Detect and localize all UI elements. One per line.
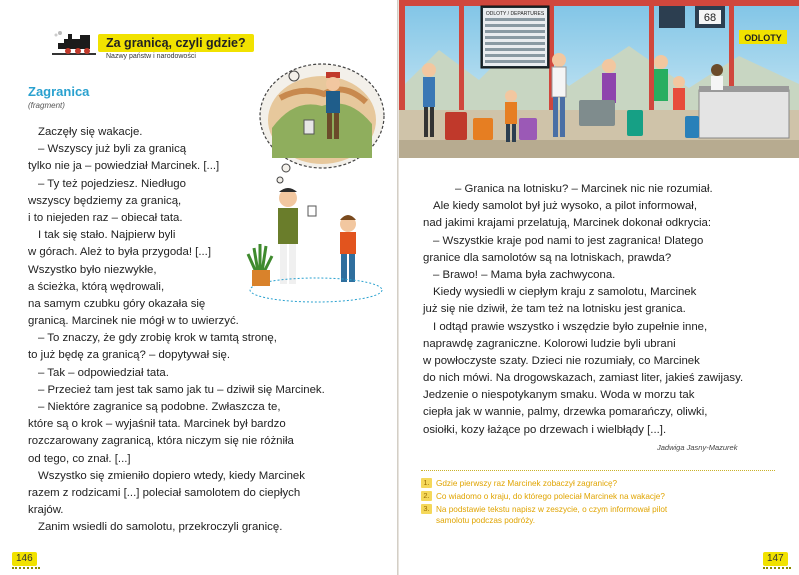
question-number: 1. [421, 478, 432, 488]
text-line: Kiedy wysiedli w ciepłym kraju z samolotu, Marcinek [433, 286, 697, 299]
lesson-title-bar [98, 34, 254, 52]
question-item-continuation [421, 515, 667, 526]
question-number: 3. [421, 504, 432, 514]
departures-sign: ODLOTY [744, 33, 782, 43]
text-line: granice dla samolotów są na lotniskach, prawda? [423, 251, 672, 264]
text-line: wszyscy będziemy za granicą, [28, 194, 182, 207]
text-line: a ścieżka, którą wędrowali, [28, 280, 165, 293]
lesson-title: Za granicą, czyli gdzie? [106, 36, 246, 50]
question-text: Gdzie pierwszy raz Marcinek zobaczył zagranicę? [436, 479, 618, 488]
text-line: krajów. [28, 504, 64, 517]
steam-train-icon [50, 31, 100, 57]
story-fragment-label: (fragment) [28, 101, 65, 110]
text-line: – Granica na lotnisku? – Marcinek nic nie rozumiał. [455, 183, 713, 195]
text-line: – Tak – odpowiedział tata. [38, 366, 169, 379]
text-line: – Brawo! – Mama była zachwycona. [433, 268, 616, 281]
text-line: Zaczęły się wakacje. [38, 126, 143, 138]
text-line: Ale kiedy samolot był już wysoko, a pilot informował, [433, 200, 697, 213]
marcinek-figure [340, 215, 356, 282]
lesson-subtitle: Nazwy państw i narodowości [106, 53, 196, 60]
question-number: 2. [421, 491, 432, 501]
board-title: ODLOTY / DEPARTURES [485, 11, 545, 17]
departures-board [481, 6, 549, 68]
text-line: Wszystko było niezwykłe, [28, 263, 157, 276]
text-line: od tego, co znał. [...] [28, 452, 131, 465]
airport-illustration [399, 0, 799, 158]
text-line: które są o krok – wyjaśnił tata. Marcinek był bardzo [28, 418, 286, 431]
page-number-left: 146 [12, 552, 37, 566]
question-item [421, 491, 667, 502]
text-line: I tak się stało. Najpierw byli [38, 229, 176, 242]
text-line: – Przecież tam jest tak samo jak tu – dziwił się Marcinek. [38, 383, 325, 396]
text-line: na samym czubku góry okazała się [28, 297, 206, 310]
questions-list [421, 478, 667, 528]
text-line: osiołki, kozy łażące po drzewach i wielbłądy [...]. [423, 423, 667, 436]
text-line: nad jakimi krajami przelatują, Marcinek dokonał odkrycia: [423, 217, 712, 230]
page-number-right: 147 [763, 552, 788, 566]
text-line: w górach. Ależ to była przygoda! [...] [28, 246, 211, 259]
questions-divider [421, 470, 775, 471]
text-line: Jedzenie o niespotykanym smaku. Woda w morzu tak [423, 389, 695, 402]
text-line: tylko nie ja – powiedział Marcinek. [...] [28, 160, 220, 173]
right-page [399, 0, 799, 575]
story-text-right [423, 181, 743, 439]
text-line: – Wszystkie kraje pod nami to jest zagranica! Dlatego [433, 234, 704, 247]
question-text: Na podstawie tekstu napisz w zeszycie, o czym informował pilot [436, 505, 668, 514]
text-line: i to niejeden raz – obiecał tata. [28, 211, 183, 224]
text-line: w powłoczyste szaty. Dzieci nie rozumiały, co Marcinek [423, 354, 700, 367]
question-item [421, 504, 667, 515]
text-line: – Wszyscy już byli za granicą [38, 143, 187, 156]
question-item [421, 478, 667, 489]
text-line: naprawdę zagraniczne. Kolorowi ludzie byli ubrani [423, 337, 676, 350]
text-line: Zanim wsiedli do samolotu, przekroczyli granicę. [38, 521, 283, 534]
question-text: samolotu podczas podróży. [436, 516, 536, 525]
question-text: Co wiadomo o kraju, do którego poleciał Marcinek na wakacje? [436, 492, 665, 501]
text-line: – Ty też pojedziesz. Niedługo [38, 177, 186, 190]
text-line: Wszystko się zmieniło dopiero wtedy, kiedy Marcinek [38, 469, 305, 482]
text-line: – To znaczy, że gdy zrobię krok w tamtą stronę, [38, 332, 277, 345]
text-line: razem z rodzicami [...] poleciał samolotem do ciepłych [28, 486, 301, 499]
page-number-decoration [763, 566, 791, 569]
page-number-decoration [12, 566, 40, 569]
text-line: – Niektóre zagranice są podobne. Zwłaszcza te, [38, 401, 281, 413]
story-text-left [28, 124, 325, 537]
author-credit: Jadwiga Jasny-Mazurek [657, 443, 738, 452]
text-line: I odtąd prawie wszystko i wszędzie było zupełnie inne, [433, 320, 708, 333]
text-line: rozczarowany zagranicą, która niczym się nie różniła [28, 435, 294, 448]
text-line: do nich mówi. Na drogowskazach, zamiast liter, jakieś zawijasy. [423, 372, 744, 385]
gate-number: 68 [703, 12, 717, 24]
left-page [0, 0, 397, 575]
text-line: ciepła jak w wannie, palmy, drzewka pomarańczy, oliwki, [423, 406, 708, 419]
text-line: już się nie dziwił, że tam też na lotnisku jest granica. [423, 303, 686, 316]
story-title: Zagranica [28, 84, 90, 99]
text-line: to już będę za granicą? – dopytywał się. [28, 349, 230, 362]
text-line: granicą. Marcinek nie mógł w to uwierzyć. [28, 315, 239, 328]
